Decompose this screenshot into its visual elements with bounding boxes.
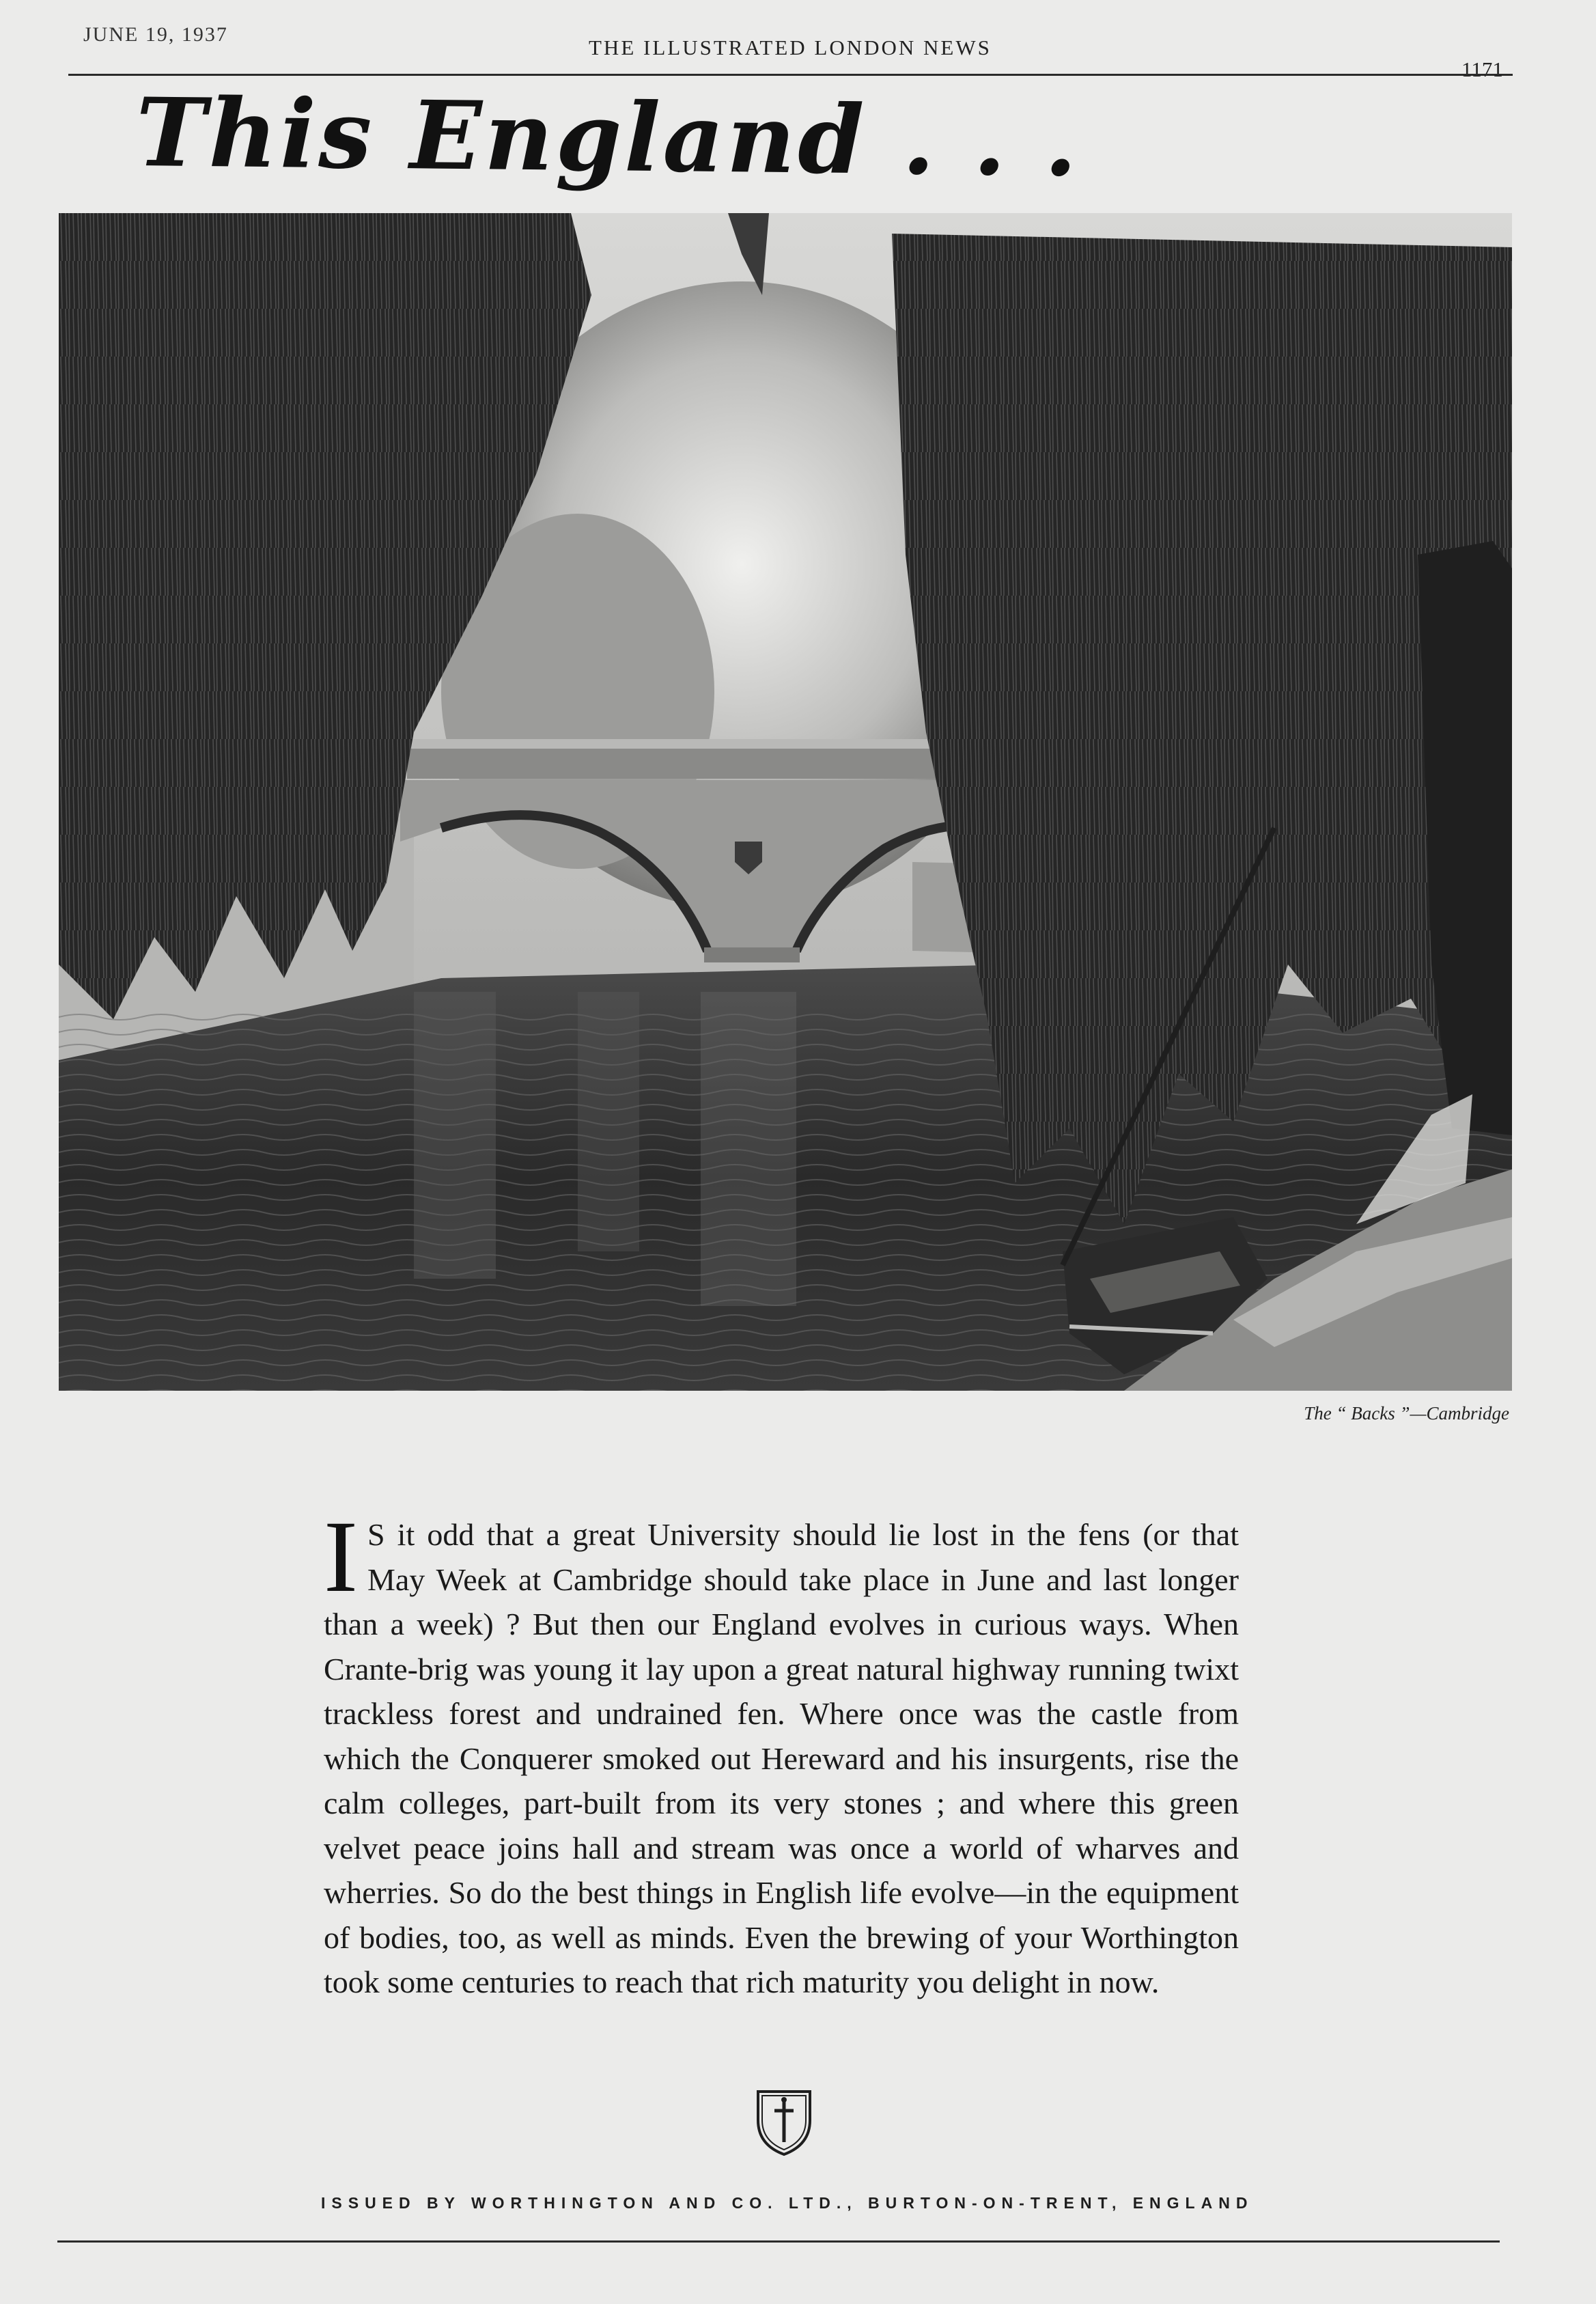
publication-title: THE ILLUSTRATED LONDON NEWS: [589, 36, 992, 59]
cambridge-backs-photo: [59, 213, 1512, 1391]
photo-caption: The “ Backs ”—Cambridge: [1304, 1403, 1509, 1424]
header-rule: [68, 74, 1513, 76]
footer-rule: [57, 2240, 1500, 2243]
page-number: 1171: [1461, 57, 1503, 81]
issued-by-line: ISSUED BY WORTHINGTON AND CO. LTD., BURTON-ON-TRENT, ENGLAND: [321, 2194, 1254, 2212]
drop-cap: I: [324, 1500, 358, 1613]
article-text: S it odd that a great University should lie lost in the fens (or that May Week at Cambridge should take place in June and last longer than a week) ? But then our England evolves in curious ways. When Crante-brig was young it lay upon a great natural highway running twixt trackless forest and undrained fen. Where once was the castle from which the Conquerer smoked out Hereward and his insurgents, rise the calm colleges, part-built from its very stones ; and where this green velvet peace joins hall and stream was once a world of wharves and wherries. So do the best things in English life evolve—in the equipment of bodies, too, as well as minds. Even the brewing of your Worthington took some centuries to reach that rich maturity you delight in now.: [324, 1517, 1239, 1999]
headline: This England . . .: [135, 77, 1081, 198]
issue-date: JUNE 19, 1937: [83, 23, 228, 46]
shield-dagger-icon: [753, 2086, 815, 2157]
article-body: [324, 1500, 1239, 2005]
